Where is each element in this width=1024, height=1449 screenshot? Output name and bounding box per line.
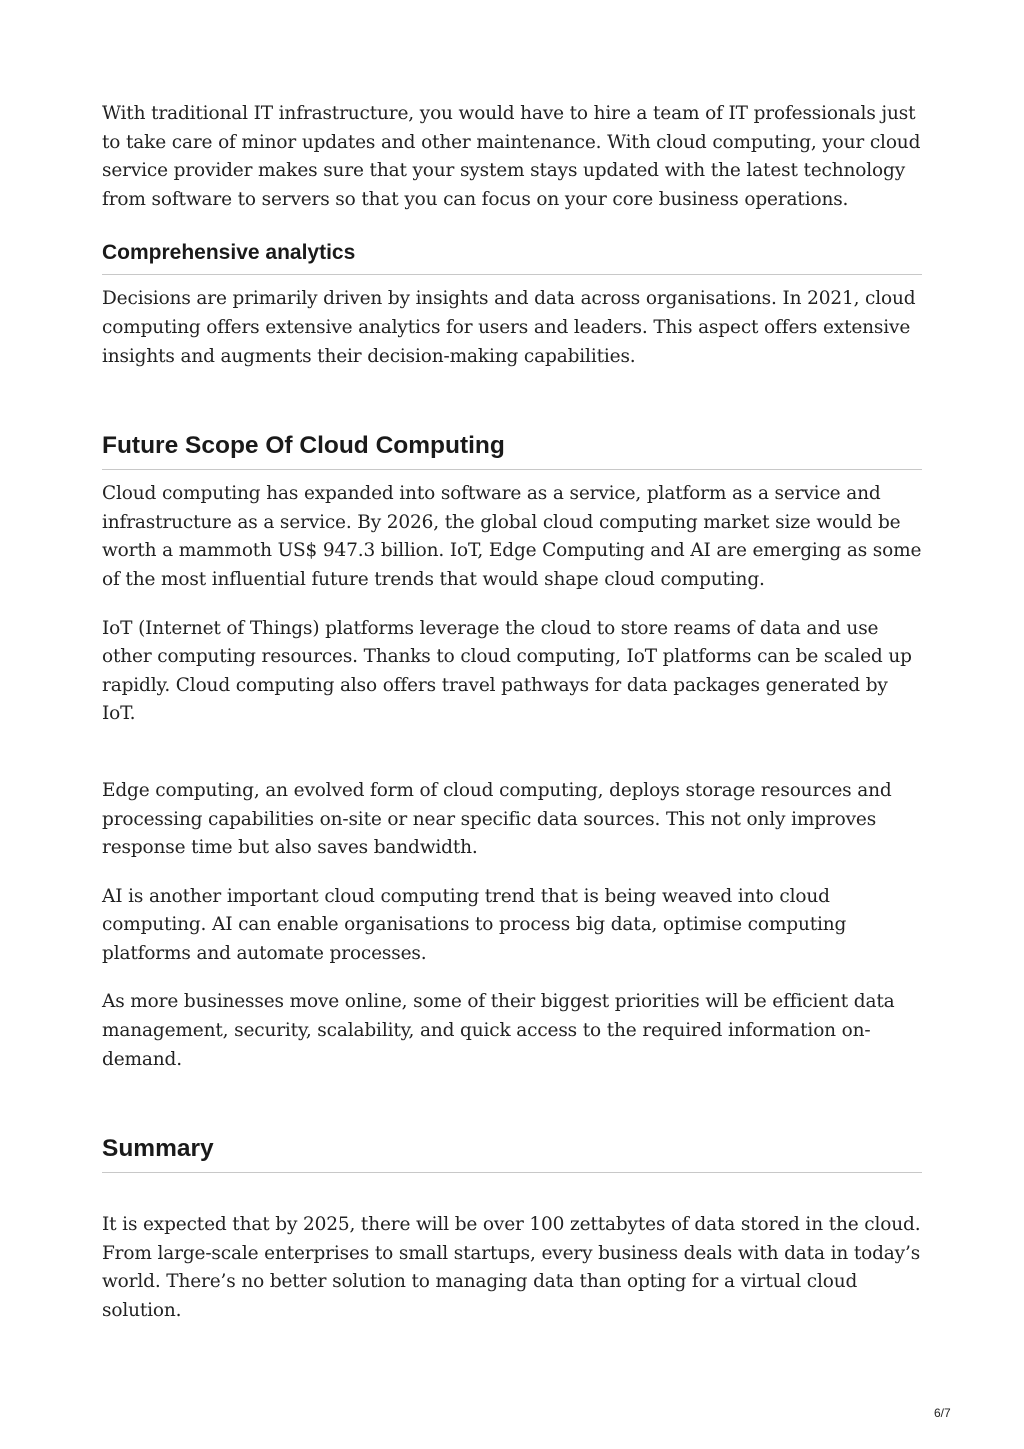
paragraph-ai: AI is another important cloud computing trend that is being weaved into cloud computing. AI can enable organisations to process big data, optimise computing platforms and automate processes. — [102, 885, 847, 964]
page-number: 6/7 — [934, 1406, 951, 1420]
heading-summary: Summary — [102, 1134, 922, 1173]
paragraph-summary: It is expected that by 2025, there will be over 100 zettabytes of data stored in the cloud. From large-scale enterprises to small startups, every business deals with data in today’s world. There’s no better solution to managing data than opting for a virtual cloud solution. — [102, 1214, 921, 1322]
paragraph-iot: IoT (Internet of Things) platforms leverage the cloud to store reams of data and use other computing resources. Thanks to cloud computing, IoT platforms can be scaled up rapidly. Cloud computing also offers travel pathways for data packages generated by IoT. — [102, 617, 912, 725]
paragraph-analytics: Decisions are primarily driven by insights and data across organisations. In 2021, cloud computing offers extensive analytics for users and leaders. This aspect offers extensive insights and augments their decision-making capabilities. — [102, 288, 916, 367]
heading-comprehensive-analytics: Comprehensive analytics — [102, 240, 922, 275]
paragraph-edge-computing: Edge computing, an evolved form of cloud computing, deploys storage resources and processing capabilities on-site or near specific data sources. This not only improves response time but also saves bandwidth. — [102, 779, 892, 859]
paragraph-cloud-expansion: Cloud computing has expanded into software as a service, platform as a service and infrastructure as a service. By 2026, the global cloud computing market size would be worth a mammoth US$ 947.3 billion. IoT, Edge Computing and AI are emerging as some of the most influential future trends that would shape cloud computing. — [102, 483, 922, 590]
document-page — [102, 0, 922, 1326]
paragraph-it-infrastructure: With traditional IT infrastructure, you would have to hire a team of IT professionals just to take care of minor updates and other maintenance. With cloud computing, your cloud service provider makes sure that your system stays updated with the latest technology from software to servers so that you can focus on your core business operations. — [102, 103, 921, 210]
paragraph-businesses-online: As more businesses move online, some of their biggest priorities will be efficient data management, security, scalability, and quick access to the required information on-demand. — [102, 991, 895, 1070]
heading-future-scope: Future Scope Of Cloud Computing — [102, 431, 922, 470]
